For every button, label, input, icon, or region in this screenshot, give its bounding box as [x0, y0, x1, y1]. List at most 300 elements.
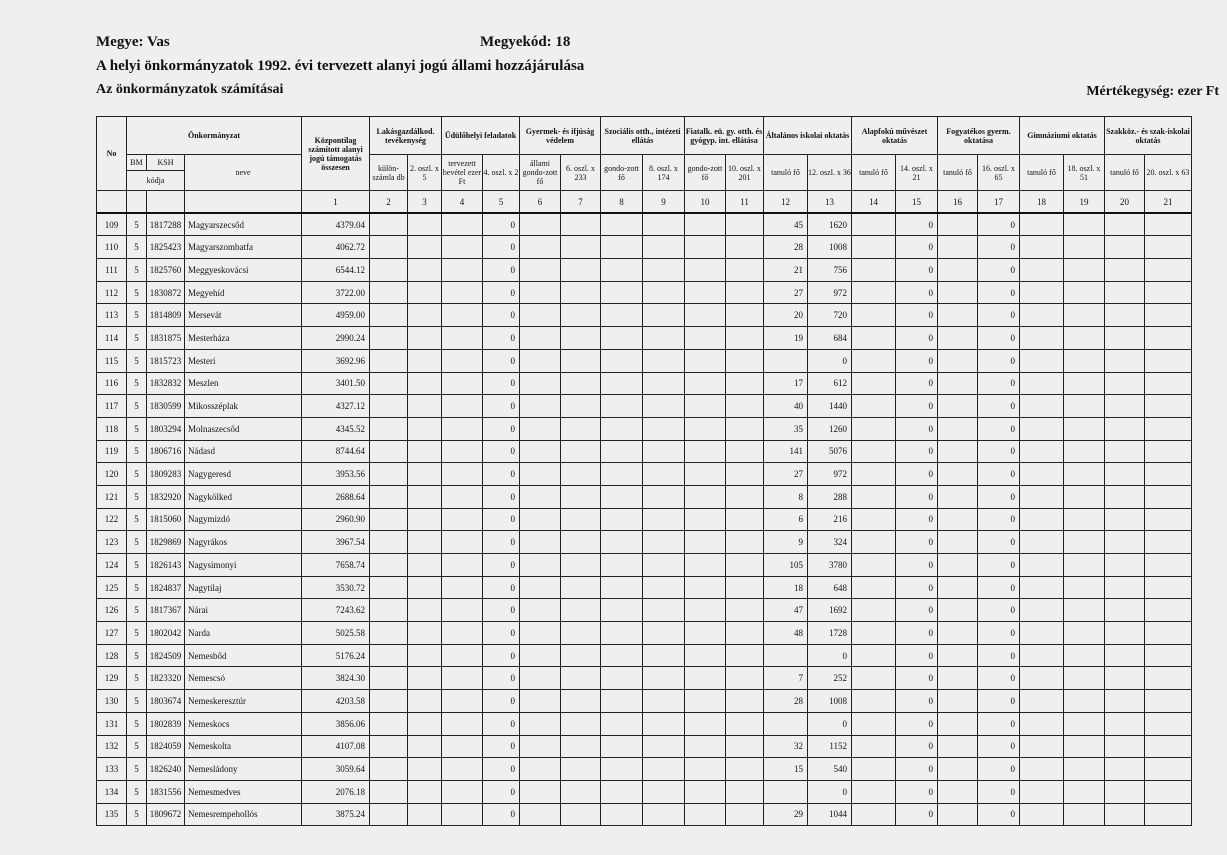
cell-c7: [561, 644, 601, 667]
cell-c16: [938, 440, 978, 463]
cell-c7: [561, 213, 601, 236]
cell-c12: 141: [764, 440, 808, 463]
cell-c15: 0: [896, 463, 938, 486]
cell-c11: [726, 576, 764, 599]
header-no: No: [97, 117, 127, 191]
cell-c13: 1692: [808, 599, 852, 622]
cell-c10: [685, 259, 726, 282]
cell-c9: [643, 667, 685, 690]
cell-c5: 0: [483, 622, 520, 645]
cell-c21: [1145, 780, 1192, 803]
cell-c16: [938, 780, 978, 803]
cell-c2: [370, 531, 408, 554]
cell-c12: [764, 780, 808, 803]
header-kozponti: Központilag számított alanyi jogú támogatás összesen: [302, 117, 370, 191]
cell-c12: 18: [764, 576, 808, 599]
bm-code: 5: [127, 554, 147, 577]
municipality-name: Nádasd: [185, 440, 302, 463]
cell-c3: [408, 372, 442, 395]
cell-c16: [938, 304, 978, 327]
cell-c18: [1020, 372, 1064, 395]
cell-c12: 9: [764, 531, 808, 554]
cell-c6: [520, 508, 561, 531]
cell-c12: 8: [764, 485, 808, 508]
bm-code: 5: [127, 395, 147, 418]
header-gimnaziumi-a: tanuló fő: [1020, 155, 1064, 191]
cell-c19: [1064, 349, 1105, 372]
total-support: 5176.24: [302, 644, 370, 667]
cell-c13: 216: [808, 508, 852, 531]
header-fiatalk-a: gondo-zott fő: [685, 155, 726, 191]
cell-c2: [370, 463, 408, 486]
header-szocialis-b: 8. oszl. x 174: [643, 155, 685, 191]
column-number: 9: [643, 191, 685, 214]
cell-c2: [370, 780, 408, 803]
cell-c7: [561, 417, 601, 440]
cell-c20: [1105, 758, 1145, 781]
cell-c13: 972: [808, 281, 852, 304]
cell-c17: 0: [978, 395, 1020, 418]
cell-c19: [1064, 213, 1105, 236]
cell-c17: 0: [978, 644, 1020, 667]
cell-c14: [852, 440, 896, 463]
cell-c3: [408, 599, 442, 622]
column-number: 12: [764, 191, 808, 214]
ksh-code: 1817288: [147, 213, 185, 236]
cell-c18: [1020, 576, 1064, 599]
row-no: 130: [97, 690, 127, 713]
cell-c20: [1105, 531, 1145, 554]
cell-c2: [370, 554, 408, 577]
cell-c20: [1105, 395, 1145, 418]
cell-c11: [726, 236, 764, 259]
cell-c11: [726, 508, 764, 531]
cell-c20: [1105, 463, 1145, 486]
cell-c14: [852, 690, 896, 713]
cell-c19: [1064, 554, 1105, 577]
row-no: 110: [97, 236, 127, 259]
row-no: 114: [97, 327, 127, 350]
cell-c12: 17: [764, 372, 808, 395]
cell-c13: 0: [808, 712, 852, 735]
cell-c9: [643, 599, 685, 622]
cell-c16: [938, 622, 978, 645]
cell-c7: [561, 304, 601, 327]
cell-c12: 28: [764, 690, 808, 713]
cell-c11: [726, 417, 764, 440]
cell-c10: [685, 644, 726, 667]
cell-c16: [938, 531, 978, 554]
cell-c5: 0: [483, 259, 520, 282]
cell-c3: [408, 667, 442, 690]
cell-c5: 0: [483, 485, 520, 508]
cell-c20: [1105, 327, 1145, 350]
municipality-name: Magyarszombatfa: [185, 236, 302, 259]
cell-c6: [520, 667, 561, 690]
cell-c5: 0: [483, 327, 520, 350]
cell-c18: [1020, 735, 1064, 758]
cell-c15: 0: [896, 327, 938, 350]
cell-c20: [1105, 622, 1145, 645]
cell-c10: [685, 236, 726, 259]
cell-c7: [561, 485, 601, 508]
cell-c11: [726, 372, 764, 395]
cell-c9: [643, 349, 685, 372]
cell-c16: [938, 213, 978, 236]
cell-c20: [1105, 644, 1145, 667]
cell-c17: 0: [978, 236, 1020, 259]
table-row: [97, 417, 1192, 440]
bm-code: 5: [127, 803, 147, 826]
document-subtitle: Az önkormányzatok számításai: [96, 82, 284, 97]
total-support: 3953.56: [302, 463, 370, 486]
cell-c21: [1145, 213, 1192, 236]
table-row: [97, 554, 1192, 577]
cell-c19: [1064, 576, 1105, 599]
table-row: [97, 259, 1192, 282]
total-support: 3530.72: [302, 576, 370, 599]
cell-c6: [520, 690, 561, 713]
ksh-code: 1802839: [147, 712, 185, 735]
bm-code: 5: [127, 531, 147, 554]
cell-c13: 0: [808, 780, 852, 803]
cell-c19: [1064, 440, 1105, 463]
ksh-code: 1832832: [147, 372, 185, 395]
cell-c21: [1145, 667, 1192, 690]
cell-c9: [643, 780, 685, 803]
ksh-code: 1831875: [147, 327, 185, 350]
cell-c10: [685, 735, 726, 758]
row-no: 135: [97, 803, 127, 826]
cell-c17: 0: [978, 758, 1020, 781]
cell-c11: [726, 622, 764, 645]
row-no: 111: [97, 259, 127, 282]
cell-c17: 0: [978, 576, 1020, 599]
cell-c9: [643, 463, 685, 486]
cell-c21: [1145, 508, 1192, 531]
cell-c18: [1020, 644, 1064, 667]
cell-c5: 0: [483, 213, 520, 236]
cell-c8: [601, 599, 643, 622]
column-number: 19: [1064, 191, 1105, 214]
cell-c12: 105: [764, 554, 808, 577]
cell-c11: [726, 259, 764, 282]
header-gimnaziumi: Gimnáziumi oktatás: [1020, 117, 1105, 155]
cell-c15: 0: [896, 531, 938, 554]
cell-c10: [685, 417, 726, 440]
cell-c19: [1064, 236, 1105, 259]
cell-c4: [442, 690, 483, 713]
cell-c15: 0: [896, 485, 938, 508]
header-udulo: Üdülőhelyi feladatok: [442, 117, 520, 155]
cell-c15: 0: [896, 644, 938, 667]
cell-c21: [1145, 576, 1192, 599]
cell-c16: [938, 690, 978, 713]
cell-c15: 0: [896, 349, 938, 372]
cell-c8: [601, 281, 643, 304]
cell-c17: 0: [978, 463, 1020, 486]
cell-c9: [643, 644, 685, 667]
cell-c11: [726, 758, 764, 781]
cell-c8: [601, 485, 643, 508]
ksh-code: 1803294: [147, 417, 185, 440]
municipality-name: Mesteri: [185, 349, 302, 372]
cell-c19: [1064, 508, 1105, 531]
municipality-name: Mersevát: [185, 304, 302, 327]
cell-c14: [852, 780, 896, 803]
cell-c13: 1152: [808, 735, 852, 758]
cell-c17: 0: [978, 780, 1020, 803]
column-number: 3: [408, 191, 442, 214]
cell-c9: [643, 758, 685, 781]
cell-c5: 0: [483, 667, 520, 690]
cell-c4: [442, 304, 483, 327]
cell-c9: [643, 395, 685, 418]
cell-c4: [442, 440, 483, 463]
cell-c12: 40: [764, 395, 808, 418]
row-no: 123: [97, 531, 127, 554]
bm-code: 5: [127, 508, 147, 531]
column-number: 18: [1020, 191, 1064, 214]
cell-c3: [408, 281, 442, 304]
cell-c21: [1145, 463, 1192, 486]
cell-c4: [442, 622, 483, 645]
ksh-code: 1831556: [147, 780, 185, 803]
table-row: [97, 463, 1192, 486]
cell-c7: [561, 667, 601, 690]
municipality-name: Mesterháza: [185, 327, 302, 350]
column-number: 6: [520, 191, 561, 214]
header-szakkoz-a: tanuló fő: [1105, 155, 1145, 191]
cell-c15: 0: [896, 780, 938, 803]
cell-c10: [685, 213, 726, 236]
ksh-code: 1825423: [147, 236, 185, 259]
bm-code: 5: [127, 690, 147, 713]
cell-c11: [726, 667, 764, 690]
cell-c12: 47: [764, 599, 808, 622]
total-support: 2990.24: [302, 327, 370, 350]
cell-c4: [442, 576, 483, 599]
cell-c2: [370, 372, 408, 395]
cell-c19: [1064, 690, 1105, 713]
cell-c18: [1020, 259, 1064, 282]
cell-c4: [442, 236, 483, 259]
cell-c5: 0: [483, 440, 520, 463]
cell-c4: [442, 327, 483, 350]
cell-c11: [726, 531, 764, 554]
cell-c6: [520, 236, 561, 259]
cell-c9: [643, 622, 685, 645]
cell-c14: [852, 259, 896, 282]
row-no: 126: [97, 599, 127, 622]
cell-c12: 32: [764, 735, 808, 758]
cell-c15: 0: [896, 803, 938, 826]
cell-c9: [643, 327, 685, 350]
table-row: [97, 644, 1192, 667]
cell-c4: [442, 395, 483, 418]
cell-c15: 0: [896, 372, 938, 395]
cell-c20: [1105, 803, 1145, 826]
total-support: 2688.64: [302, 485, 370, 508]
municipality-name: Mikosszéplak: [185, 395, 302, 418]
column-number: 15: [896, 191, 938, 214]
cell-c7: [561, 440, 601, 463]
cell-c4: [442, 259, 483, 282]
cell-c12: 29: [764, 803, 808, 826]
cell-c17: 0: [978, 599, 1020, 622]
cell-c12: [764, 712, 808, 735]
cell-c13: 0: [808, 644, 852, 667]
total-support: 3824.30: [302, 667, 370, 690]
cell-c5: 0: [483, 735, 520, 758]
cell-c8: [601, 803, 643, 826]
cell-c3: [408, 213, 442, 236]
header-gimnaziumi-b: 18. oszl. x 51: [1064, 155, 1105, 191]
municipality-name: Nagykölked: [185, 485, 302, 508]
table-row: [97, 213, 1192, 236]
ksh-code: 1815723: [147, 349, 185, 372]
header-gyermek-b: 6. oszl. x 233: [561, 155, 601, 191]
municipality-name: Nemeskocs: [185, 712, 302, 735]
cell-c19: [1064, 304, 1105, 327]
cell-c3: [408, 417, 442, 440]
column-number: 20: [1105, 191, 1145, 214]
cell-c12: 21: [764, 259, 808, 282]
table-row: [97, 576, 1192, 599]
cell-c12: [764, 349, 808, 372]
total-support: 3059.64: [302, 758, 370, 781]
table-row: [97, 372, 1192, 395]
cell-c19: [1064, 372, 1105, 395]
cell-c6: [520, 372, 561, 395]
municipality-name: Molnaszecsőd: [185, 417, 302, 440]
cell-c6: [520, 803, 561, 826]
ksh-code: 1809672: [147, 803, 185, 826]
cell-c17: 0: [978, 349, 1020, 372]
cell-c12: 27: [764, 463, 808, 486]
cell-c12: 27: [764, 281, 808, 304]
cell-c4: [442, 803, 483, 826]
cell-c4: [442, 758, 483, 781]
cell-c11: [726, 327, 764, 350]
header-szakkoz: Szakköz.- és szak-iskolai oktatás: [1105, 117, 1192, 155]
cell-c4: [442, 554, 483, 577]
ksh-code: 1825760: [147, 259, 185, 282]
table-row: [97, 803, 1192, 826]
cell-c7: [561, 712, 601, 735]
bm-code: 5: [127, 259, 147, 282]
cell-c2: [370, 304, 408, 327]
cell-c7: [561, 758, 601, 781]
cell-c15: 0: [896, 576, 938, 599]
cell-c17: 0: [978, 735, 1020, 758]
cell-c8: [601, 712, 643, 735]
cell-c6: [520, 576, 561, 599]
cell-c11: [726, 485, 764, 508]
cell-c5: 0: [483, 554, 520, 577]
cell-c6: [520, 259, 561, 282]
cell-c8: [601, 576, 643, 599]
cell-c10: [685, 576, 726, 599]
cell-c13: 324: [808, 531, 852, 554]
cell-c5: 0: [483, 463, 520, 486]
cell-c11: [726, 780, 764, 803]
cell-c10: [685, 372, 726, 395]
bm-code: 5: [127, 780, 147, 803]
row-no: 119: [97, 440, 127, 463]
header-gyermek-a: állami gondo-zott fő: [520, 155, 561, 191]
cell-c17: 0: [978, 304, 1020, 327]
table-row: [97, 349, 1192, 372]
table-row: [97, 758, 1192, 781]
row-no: 122: [97, 508, 127, 531]
column-number: 11: [726, 191, 764, 214]
cell-c19: [1064, 485, 1105, 508]
cell-c19: [1064, 417, 1105, 440]
cell-c8: [601, 259, 643, 282]
cell-c19: [1064, 599, 1105, 622]
cell-c19: [1064, 712, 1105, 735]
cell-c21: [1145, 803, 1192, 826]
cell-c2: [370, 236, 408, 259]
cell-c20: [1105, 735, 1145, 758]
cell-c20: [1105, 554, 1145, 577]
ksh-code: 1830599: [147, 395, 185, 418]
cell-c17: 0: [978, 622, 1020, 645]
cell-c11: [726, 463, 764, 486]
cell-c13: 756: [808, 259, 852, 282]
cell-c15: 0: [896, 758, 938, 781]
cell-c18: [1020, 463, 1064, 486]
cell-c5: 0: [483, 508, 520, 531]
cell-c6: [520, 463, 561, 486]
cell-c9: [643, 735, 685, 758]
cell-c13: 0: [808, 349, 852, 372]
bm-code: 5: [127, 304, 147, 327]
cell-c8: [601, 531, 643, 554]
cell-c14: [852, 372, 896, 395]
cell-c11: [726, 690, 764, 713]
cell-c5: 0: [483, 803, 520, 826]
cell-c9: [643, 485, 685, 508]
header-szocialis-a: gondo-zott fő: [601, 155, 643, 191]
cell-c7: [561, 281, 601, 304]
cell-c16: [938, 644, 978, 667]
cell-c14: [852, 644, 896, 667]
bm-code: 5: [127, 440, 147, 463]
cell-c2: [370, 803, 408, 826]
row-no: 117: [97, 395, 127, 418]
cell-c13: 612: [808, 372, 852, 395]
bm-code: 5: [127, 349, 147, 372]
header-szocialis: Szociális otth., intézeti ellátás: [601, 117, 685, 155]
cell-c18: [1020, 622, 1064, 645]
municipality-name: Narda: [185, 622, 302, 645]
bm-code: 5: [127, 622, 147, 645]
cell-c14: [852, 395, 896, 418]
cell-c15: 0: [896, 395, 938, 418]
cell-c5: 0: [483, 395, 520, 418]
ksh-code: 1815060: [147, 508, 185, 531]
row-no: 133: [97, 758, 127, 781]
cell-c9: [643, 213, 685, 236]
cell-c16: [938, 259, 978, 282]
column-number: 17: [978, 191, 1020, 214]
total-support: 4345.52: [302, 417, 370, 440]
total-support: 5025.58: [302, 622, 370, 645]
cell-c18: [1020, 690, 1064, 713]
total-support: 7243.62: [302, 599, 370, 622]
